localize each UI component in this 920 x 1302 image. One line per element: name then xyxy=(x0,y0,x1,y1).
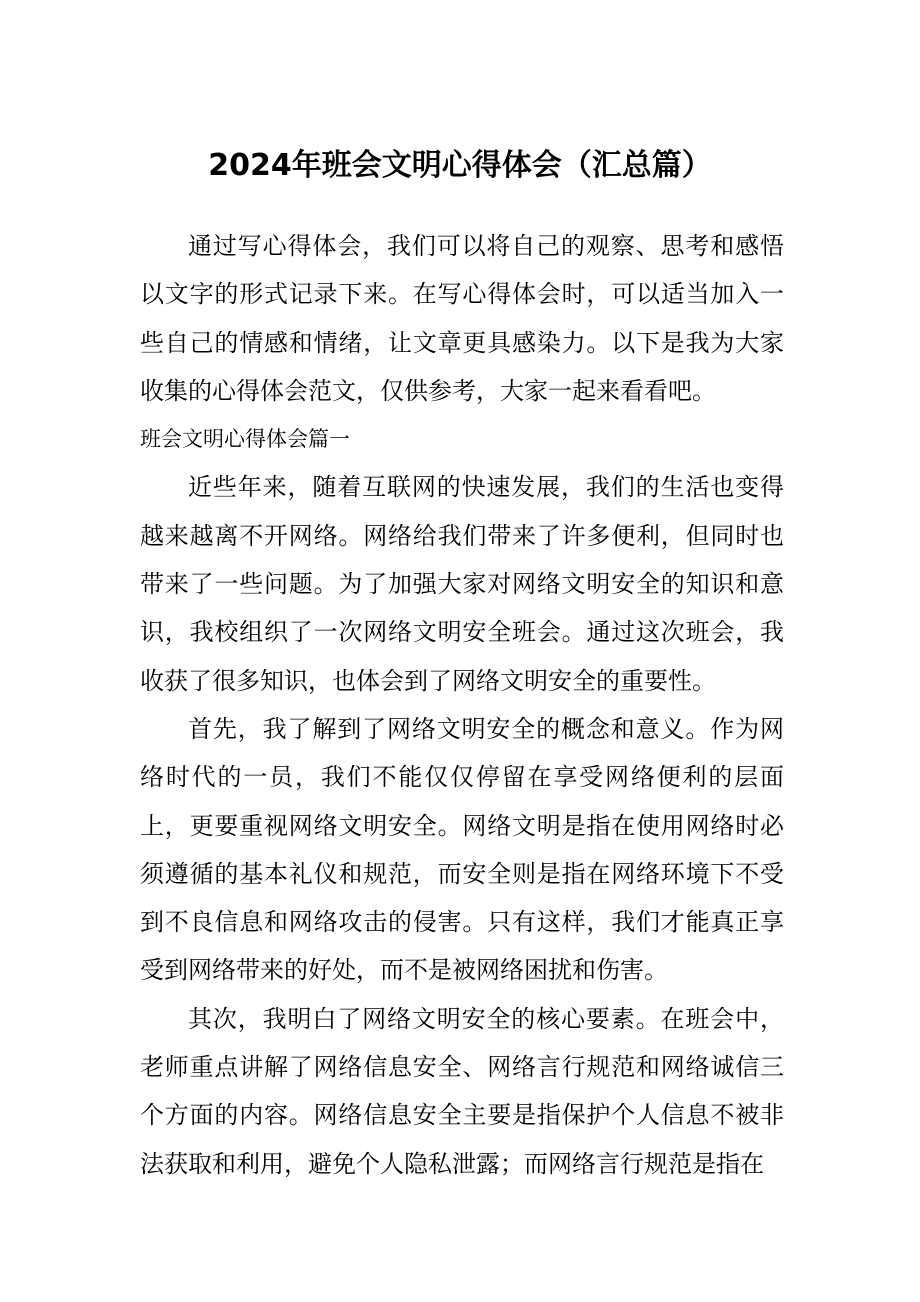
section-heading: 班会文明心得体会篇一 xyxy=(140,427,350,452)
document-body xyxy=(140,222,784,1188)
body-paragraph-1: 近些年来，随着互联网的快速发展，我们的生活也变得越来越离不开网络。网络给我们带来了许多便利，但同时也带来了一些问题。为了加强大家对网络文明安全的知识和意识，我校组织了一次网络文明安全班会。通过这次班会，我收获了很多知识，也体会到了网络文明安全的重要性。 xyxy=(140,473,784,695)
document-title: 2024年班会文明心得体会（汇总篇） xyxy=(208,148,712,183)
body-paragraph-3: 其次，我明白了网络文明安全的核心要素。在班会中，老师重点讲解了网络信息安全、网络言行规范和网络诚信三个方面的内容。网络信息安全主要是指保护个人信息不被非法获取和利用，避免个人隐私泄露；而网络言行规范是指在 xyxy=(140,1004,784,1178)
body-paragraph-2: 首先，我了解到了网络文明安全的概念和意义。作为网络时代的一员，我们不能仅仅停留在享受网络便利的层面上，更要重视网络文明安全。网络文明是指在使用网络时必须遵循的基本礼仪和规范，而安全则是指在网络环境下不受到不良信息和网络攻击的侵害。只有这样，我们才能真正享受到网络带来的好处，而不是被网络困扰和伤害。 xyxy=(140,714,784,985)
intro-paragraph: 通过写心得体会，我们可以将自己的观察、思考和感悟以文字的形式记录下来。在写心得体会时，可以适当加入一些自己的情感和情绪，让文章更具感染力。以下是我为大家收集的心得体会范文，仅供参考，大家一起来看看吧。 xyxy=(140,232,784,405)
